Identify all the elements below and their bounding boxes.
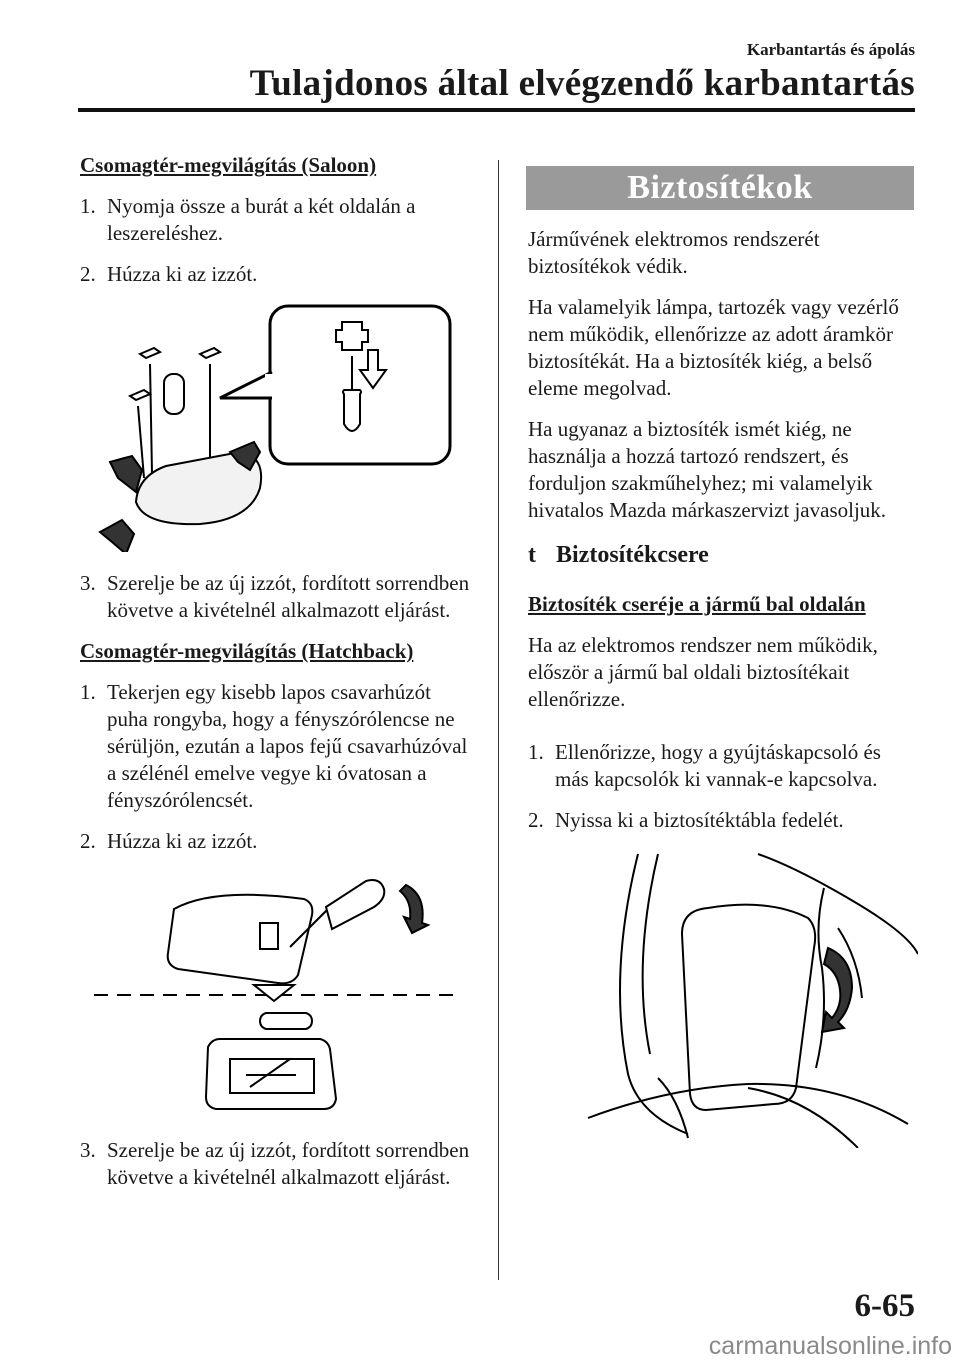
fuses-banner: Biztosítékok xyxy=(526,166,914,210)
list-item: 3. Szerelje be az új izzót, fordított sorrendben követve a kivételnél alkalmazott eljárást. xyxy=(80,571,470,622)
page-title: Tulajdonos által elvégzendő karbantartás xyxy=(249,63,915,104)
list-item: 1. Ellenőrizze, hogy a gyújtáskapcsoló és más kapcsolók ki vannak-e kapcsolva. xyxy=(528,740,881,791)
list-item: 1. Tekerjen egy kisebb lapos csavarhúzót puha rongyba, hogy a fényszórólencse ne sérüljön, ezután a lapos fejű csavarhúzóval a szélénél emelve vegye ki óvatosan a fényszórólencsét. xyxy=(80,680,468,812)
fuse-cover-illustration xyxy=(528,848,918,1148)
saloon-heading: Csomagtér-megvilágítás (Saloon) xyxy=(80,153,377,177)
right-column xyxy=(528,166,916,1166)
left-side-paragraph: Ha az elektromos rendszer nem működik, először a jármű bal oldali biztosítékait ellenőrizze. xyxy=(528,633,878,711)
list-item: 2. Nyissa ki a biztosítéktábla fedelét. xyxy=(528,808,844,832)
column-divider xyxy=(498,160,499,1280)
page-number: 6-65 xyxy=(854,1288,915,1324)
section-label: Karbantartás és ápolás xyxy=(746,40,915,59)
hatchback-heading: Csomagtér-megvilágítás (Hatchback) xyxy=(80,639,414,663)
hatchback-lamp-illustration xyxy=(80,869,470,1119)
warning-paragraph: Ha ugyanaz a biztosíték ismét kiég, ne használja a hozzá tartozó rendszert, és forduljon szakműhelyhez; mi valamelyik hivatalos Mazda márkaszervizt javasoljuk. xyxy=(528,417,887,522)
list-item: 1. Nyomja össze a burát a két oldalán a leszereléshez. xyxy=(80,194,416,245)
list-item: 2. Húzza ki az izzót. xyxy=(80,829,258,853)
check-paragraph: Ha valamelyik lámpa, tartozék vagy vezérlő nem működik, ellenőrizze az adott áramkör biztosítékát. Ha a biztosíték kiég, a belső eleme megolvad. xyxy=(528,295,899,400)
list-item: 2. Húzza ki az izzót. xyxy=(80,262,258,286)
header-rule xyxy=(78,108,915,112)
saloon-lamp-illustration xyxy=(80,302,470,552)
bullet-marker: t xyxy=(528,542,536,568)
watermark: carmanualsonline.info xyxy=(708,1332,952,1360)
fuse-replacement-heading: t Biztosítékcsere xyxy=(528,542,709,568)
intro-paragraph: Járművének elektromos rendszerét biztosítékok védik. xyxy=(528,227,820,278)
left-side-heading: Biztosíték cseréje a jármű bal oldalán xyxy=(528,592,866,616)
list-item: 3. Szerelje be az új izzót, fordított sorrendben követve a kivételnél alkalmazott eljárást. xyxy=(80,1138,470,1189)
left-column xyxy=(80,152,475,1205)
